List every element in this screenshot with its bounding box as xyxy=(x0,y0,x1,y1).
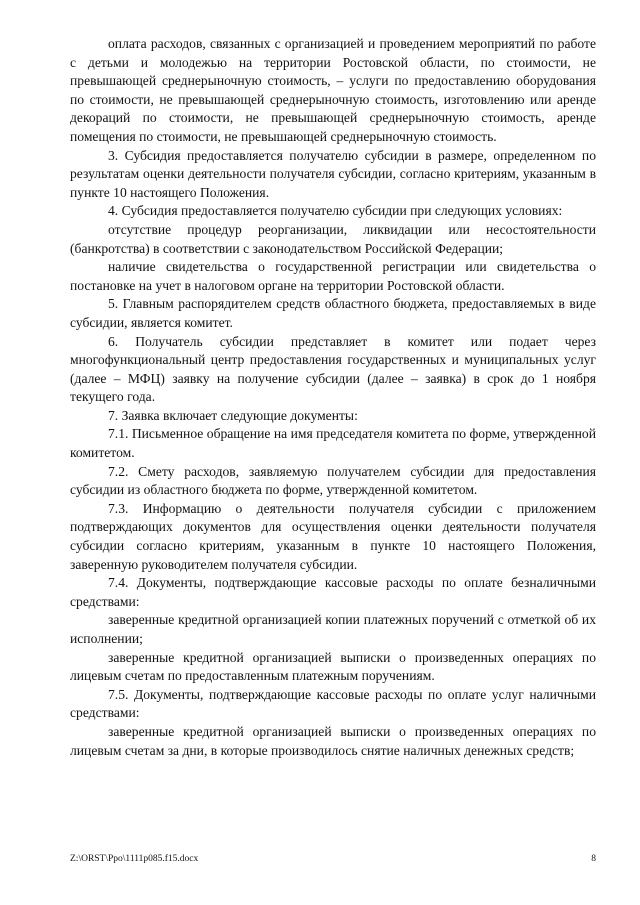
paragraph-item-4: 4. Субсидия предоставляется получателю субсидии при следующих условиях: xyxy=(108,203,563,219)
page-footer xyxy=(70,852,596,866)
paragraph-item-7: 7. Заявка включает следующие документы: xyxy=(108,407,358,423)
paragraph-item-7-3: 7.3. Информацию о деятельности получателя субсидии с приложением подтверждающих документов для осуществления оценки деятельности получателя субсидии согласно критериям, указанным в пункте 10 настоящего Положения, заверенную руководителем получателя субсидии. xyxy=(70,500,596,572)
paragraph-item-5: 5. Главным распорядителем средств областного бюджета, предоставляемых в виде субсидии, является комитет. xyxy=(70,296,596,330)
paragraph-condition-no-bankruptcy: отсутствие процедур реорганизации, ликвидации или несостоятельности (банкротства) в соответствии с законодательством Российской Федерации; xyxy=(70,221,596,256)
paragraph-expense-payment: оплата расходов, связанных с организацией и проведением мероприятий по работе с детьми и молодежью на территории Ростовской области, по стоимости, не превышающей среднерыночную стоимость, – услуги по предоставлению оборудования по стоимости, не превышающей среднерыночную стоимость, изготовлению или аренде декораций по стоимости, не превышающей среднерыночную стоимость, аренде помещения по стоимости, не превышающей среднерыночную стоимость. xyxy=(70,36,596,144)
paragraph-item-7-5: 7.5. Документы, подтверждающие кассовые расходы по оплате услуг наличными средствами: xyxy=(70,686,596,721)
page-number: 8 xyxy=(591,854,596,864)
paragraph-condition-registration: наличие свидетельства о государственной регистрации или свидетельства о постановке на учет в налоговом органе на территории Ростовской области. xyxy=(70,259,596,293)
footer-file-path: Z:\ORST\Ppo\1111p085.f15.docx xyxy=(70,854,199,864)
paragraph-item-7-1: 7.1. Письменное обращение на имя председателя комитета по форме, утвержденной комитетом. xyxy=(70,426,596,461)
paragraph-item-7-4: 7.4. Документы, подтверждающие кассовые расходы по оплате безналичными средствами: xyxy=(70,575,596,609)
paragraph-item-6: 6. Получатель субсидии представляет в комитет или подает через многофункциональный центр предоставления государственных и муниципальных услуг (далее – МФЦ) заявку на получение субсидии (далее – заявка) в срок до 1 ноября текущего года. xyxy=(70,333,596,405)
paragraph-item-7-2: 7.2. Смету расходов, заявляемую получателем субсидии для предоставления субсидии из областного бюджета по форме, утвержденной комитетом. xyxy=(70,463,596,498)
paragraph-statements-orders: заверенные кредитной организацией выписки о произведенных операциях по лицевым счетам по предоставленным платежным поручениям. xyxy=(70,649,596,684)
paragraph-item-3: 3. Субсидия предоставляется получателю субсидии в размере, определенном по результатам оценки деятельности получателя субсидии, согласно критериям, указанным в пункте 10 настоящего Положения. xyxy=(70,147,596,200)
paragraph-statements-cash: заверенные кредитной организацией выписки о произведенных операциях по лицевым счетам за дни, в которые производилось снятие наличных денежных средств; xyxy=(70,723,596,758)
paragraph-payment-orders: заверенные кредитной организацией копии платежных поручений с отметкой об их исполнении; xyxy=(70,612,596,646)
document-body xyxy=(70,35,596,760)
